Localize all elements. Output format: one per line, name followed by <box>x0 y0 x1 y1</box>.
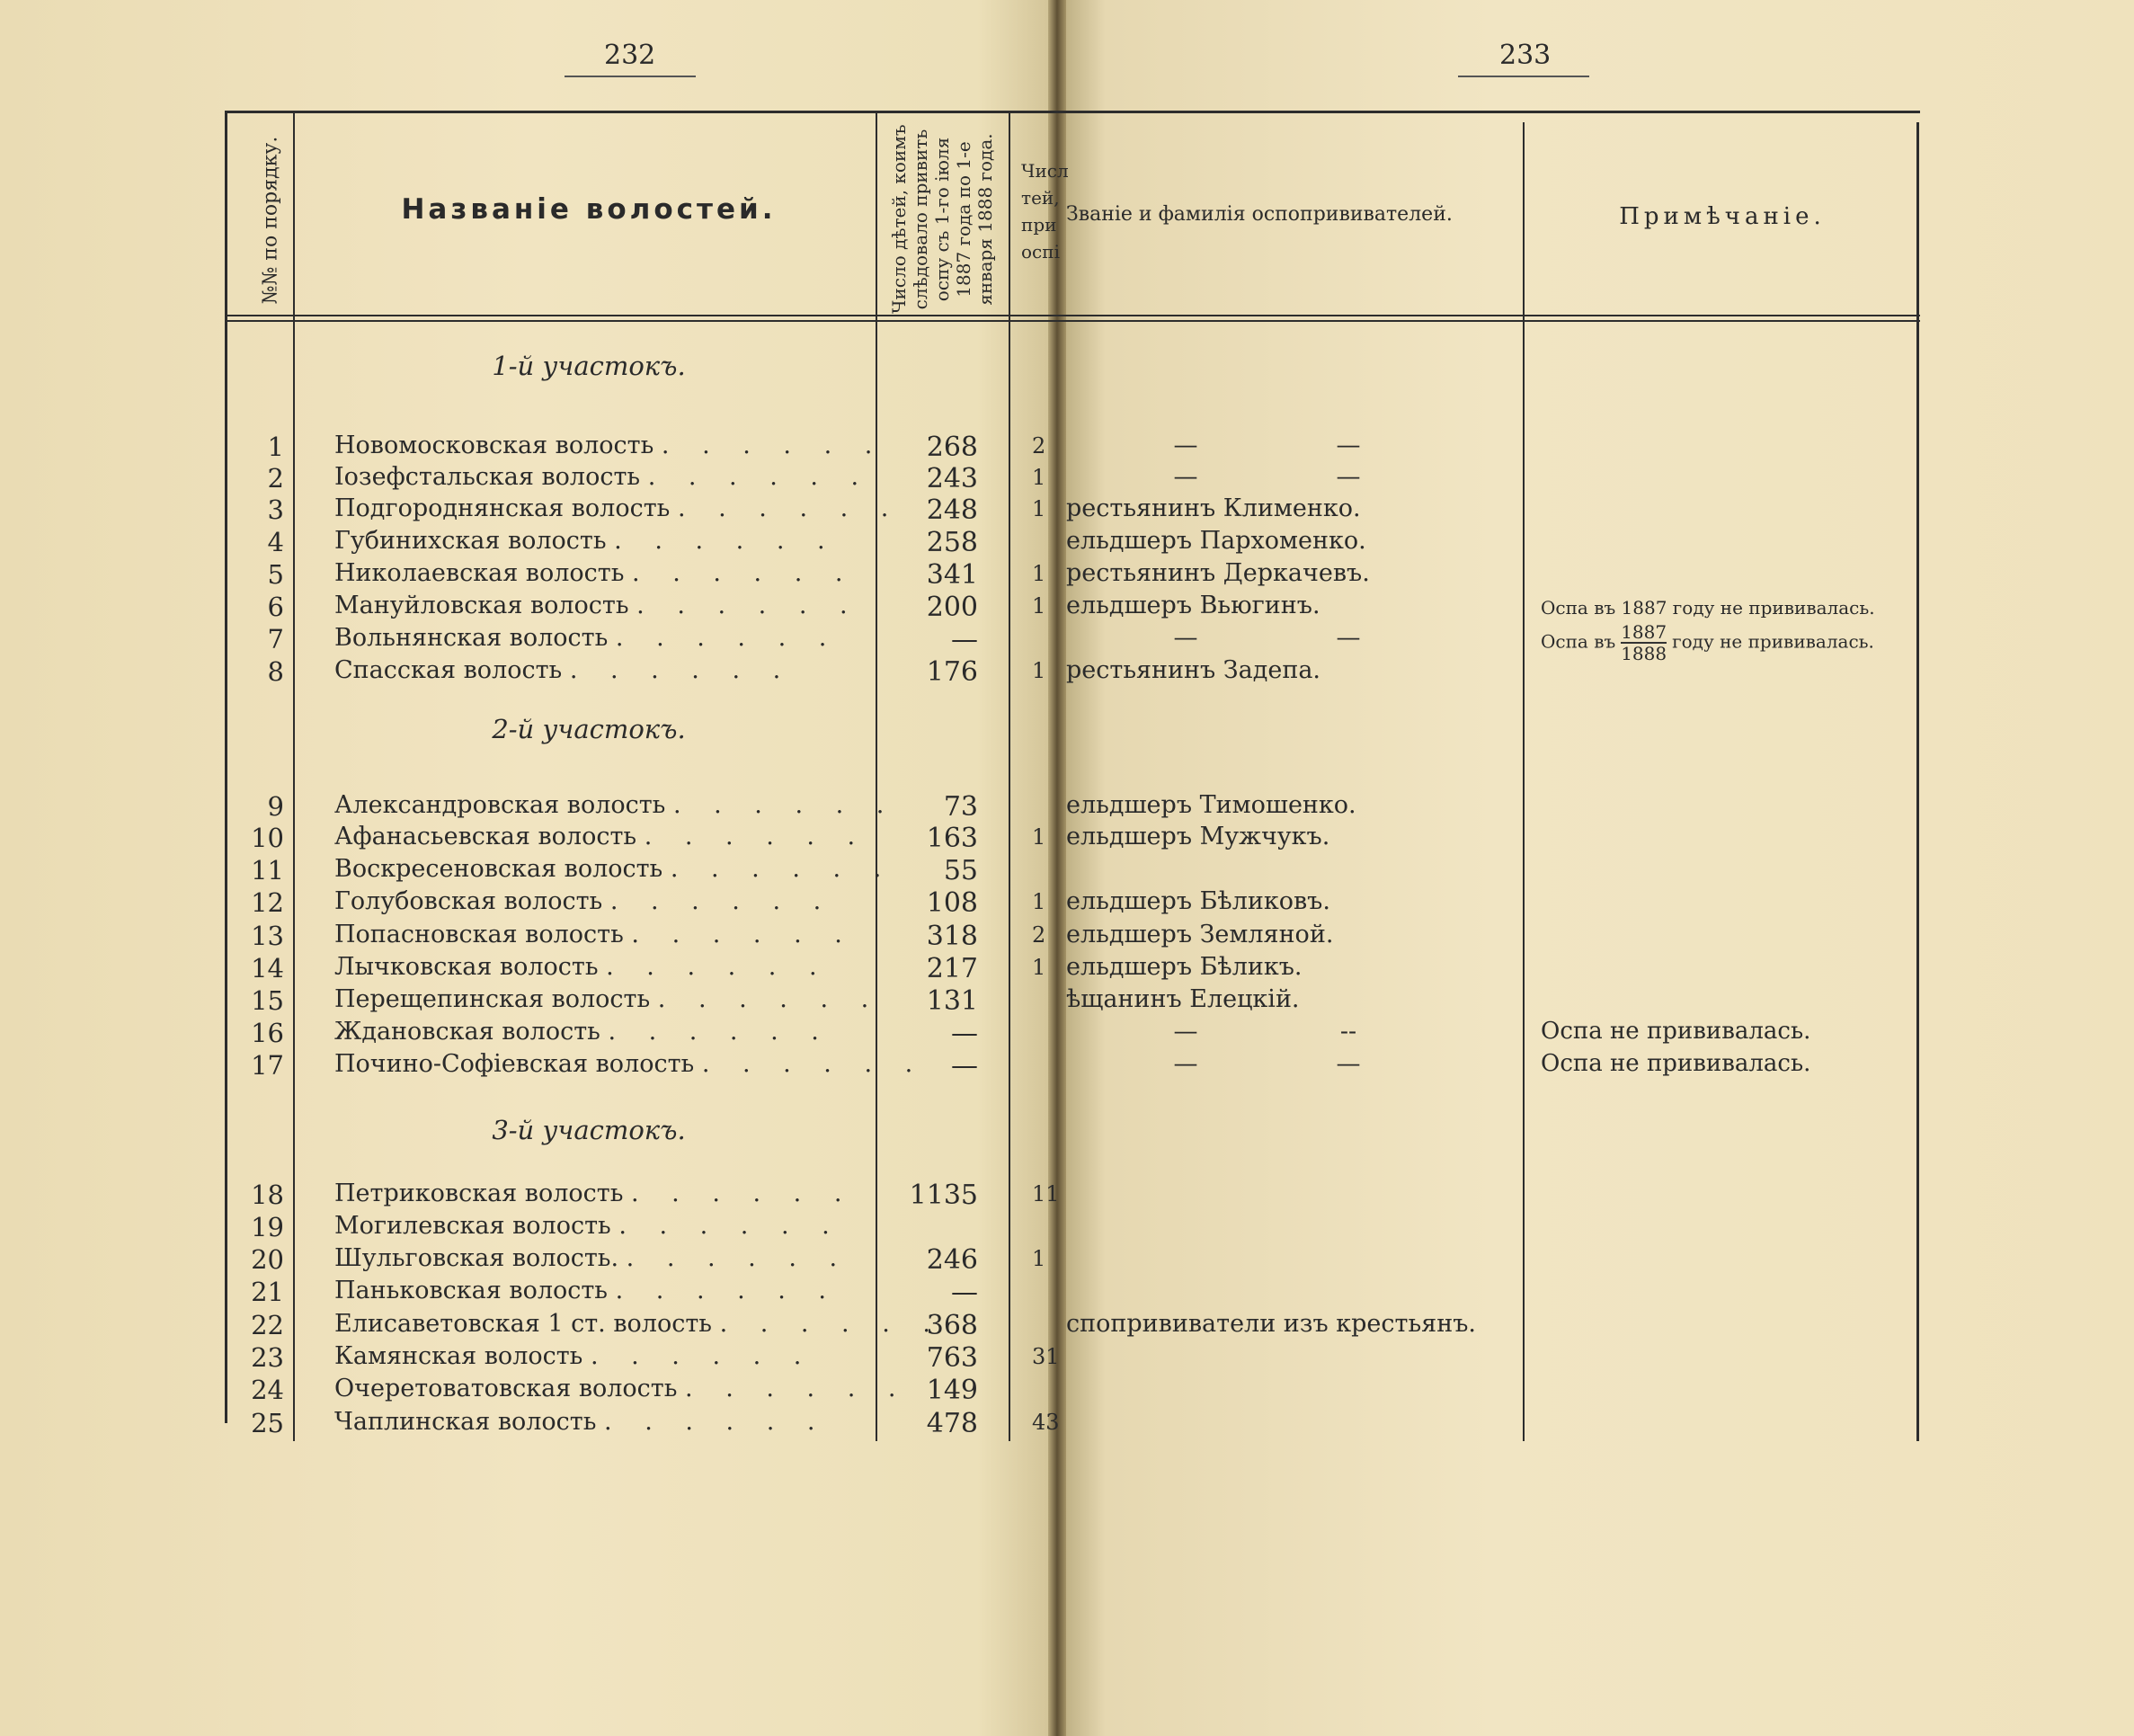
header-count-line: слѣдовало привить <box>910 129 931 310</box>
row-volost-name <box>334 1342 856 1370</box>
leader-dots: . . . . . . <box>615 624 840 652</box>
row-vaccinator: ельдшеръ Вьюгинъ. <box>1066 592 1320 619</box>
row-children-count: 478 <box>926 1408 978 1439</box>
row-children-count: 149 <box>926 1375 978 1406</box>
leader-dots: . . . . . . <box>644 823 868 850</box>
row-volost-name <box>334 656 856 684</box>
row-children-count: — <box>951 1050 978 1082</box>
row-children-count: 268 <box>926 432 978 463</box>
volost-name-text: Чаплинская волость <box>334 1408 597 1436</box>
row-number: 6 <box>267 592 284 622</box>
leader-dots: . . . . . . <box>608 1018 831 1046</box>
row-dash-1: — <box>1173 624 1198 652</box>
leader-dots: . . . . . . <box>719 1310 943 1338</box>
row-vaccinator: ѣщанинъ Елецкій. <box>1066 985 1300 1013</box>
row-vaccinated-fragment: 1 <box>1032 465 1046 490</box>
row-volost-name <box>334 1277 856 1304</box>
row-volost-name <box>334 791 897 819</box>
leader-dots: . . . . . . <box>618 1212 842 1240</box>
header-count2-fragment <box>1021 157 1069 265</box>
header-count-line: Число дѣтей, коимъ <box>888 124 910 314</box>
leader-dots: . . . . . . <box>569 656 794 684</box>
section-1: 1-й участокъ. <box>492 351 686 381</box>
row-number: 13 <box>251 921 284 951</box>
leader-dots: . . . . . . <box>590 1342 814 1370</box>
row-children-count: 341 <box>926 559 978 591</box>
row-number: 3 <box>267 494 284 525</box>
row-number: 5 <box>267 559 284 590</box>
row-number: 1 <box>267 432 284 462</box>
row-number: 9 <box>267 791 284 822</box>
row-children-count: 1135 <box>909 1180 978 1211</box>
row-vaccinated-fragment: 31 <box>1032 1344 1060 1369</box>
volost-name-text: Подгороднянская волость <box>334 494 671 522</box>
row-note: Оспа не прививалась. <box>1541 1018 1811 1045</box>
row-number: 23 <box>251 1342 284 1373</box>
row-volost-name <box>334 592 860 619</box>
row-number: 18 <box>251 1180 284 1210</box>
row-vaccinated-fragment: 1 <box>1032 824 1046 850</box>
volost-name-text: Николаевская волость <box>334 559 625 587</box>
row-vaccinated-fragment: 1 <box>1032 593 1046 619</box>
header-count-line: января 1888 года. <box>974 133 996 306</box>
row-children-count: 763 <box>926 1342 978 1374</box>
row-vaccinated-fragment: 2 <box>1032 922 1046 948</box>
right-page-number-rule <box>1458 76 1589 77</box>
row-vaccinator: ельдшеръ Земляной. <box>1066 921 1334 948</box>
right-page-number: 233 <box>1499 40 1552 71</box>
row-volost-name <box>334 1212 856 1240</box>
row-volost-name <box>334 921 856 948</box>
row-vaccinator: ельдшеръ Мужчукъ. <box>1066 823 1330 850</box>
volost-name-text: Паньковская волость <box>334 1277 609 1304</box>
header-count <box>879 124 1005 315</box>
header-nr: №№ по порядку. <box>259 136 282 305</box>
row-vaccinated-fragment: 11 <box>1032 1181 1060 1206</box>
row-number: 22 <box>251 1310 284 1340</box>
row-dash-2: — <box>1336 1050 1361 1078</box>
table-right-border <box>1916 122 1919 1441</box>
header-count-line: 1887 года по 1-е <box>953 141 974 298</box>
row-dash-1: — <box>1173 1050 1198 1078</box>
leader-dots: . . . . . . <box>647 463 872 491</box>
row-children-count: 176 <box>926 656 978 688</box>
row-children-count: 108 <box>926 887 978 919</box>
row-volost-name <box>334 887 856 915</box>
row-volost-name <box>334 1408 856 1436</box>
row-vaccinated-fragment: 1 <box>1032 658 1046 683</box>
header-count-line: оспу съ 1-го іюля <box>931 137 953 302</box>
leader-dots: . . . . . . <box>615 1277 840 1304</box>
row-number: 16 <box>251 1018 284 1048</box>
row-volost-name <box>334 1018 856 1046</box>
row-children-count: 55 <box>943 855 978 886</box>
row-volost-name <box>334 494 902 522</box>
row-vaccinator: рестьянинъ Деркачевъ. <box>1066 559 1370 587</box>
header-note: Примѣчаніе. <box>1619 203 1826 230</box>
leader-dots: . . . . . . <box>677 494 902 522</box>
volost-name-text: Очеретоватовская волость <box>334 1375 678 1402</box>
table-header-rule-2 <box>225 320 1920 322</box>
leader-dots: . . . . . . <box>636 592 860 619</box>
row-vaccinator: рестьянинъ Клименко. <box>1066 494 1361 522</box>
left-page-number-rule <box>565 76 696 77</box>
volost-name-text: Голубовская волость <box>334 887 603 915</box>
row-volost-name <box>334 1310 943 1338</box>
row-dash-1: — <box>1173 432 1198 459</box>
leader-dots: . . . . . . <box>606 953 830 981</box>
row-children-count: 246 <box>926 1244 978 1276</box>
row-children-count: 258 <box>926 527 978 558</box>
volost-name-text: Вольнянская волость <box>334 624 609 652</box>
row-vaccinated-fragment: 2 <box>1032 433 1046 458</box>
row-volost-name <box>334 624 856 652</box>
leader-dots: . . . . . . <box>614 527 838 555</box>
row-dash-2: -- <box>1339 1018 1357 1046</box>
row-children-count: 217 <box>926 953 978 984</box>
table-top-rule <box>225 111 1920 113</box>
section-3: 3-й участокъ. <box>492 1115 686 1145</box>
volost-name-text: Александровская волость <box>334 791 666 819</box>
volost-name-text: Могилевская волость <box>334 1212 611 1240</box>
row-dash-1: — <box>1173 1018 1198 1046</box>
row-vaccinator: ельдшеръ Бѣликовъ. <box>1066 887 1330 915</box>
row-volost-name <box>334 985 882 1013</box>
row-volost-name <box>334 1180 856 1207</box>
row-number: 21 <box>251 1277 284 1307</box>
header-count2-line: при <box>1021 214 1057 236</box>
row-note: Оспа въ 1887 году не прививалась. <box>1541 597 1875 619</box>
row-children-count: 318 <box>926 921 978 952</box>
row-number: 10 <box>251 823 284 853</box>
row-volost-name <box>334 855 894 883</box>
row-vaccinated-fragment: 1 <box>1032 889 1046 914</box>
row-vaccinated-fragment: 1 <box>1032 561 1046 586</box>
row-vaccinated-fragment: 1 <box>1032 955 1046 980</box>
row-number: 4 <box>267 527 284 557</box>
volost-name-text: Петриковская волость <box>334 1180 624 1207</box>
row-children-count: — <box>951 1018 978 1049</box>
row-number: 7 <box>267 624 284 654</box>
row-volost-name <box>334 953 856 981</box>
leader-dots: . . . . . . <box>672 791 897 819</box>
row-number: 25 <box>251 1408 284 1438</box>
row-dash-2: — <box>1336 624 1361 652</box>
row-volost-name <box>334 823 868 850</box>
col-title-divider <box>1523 122 1525 1441</box>
leader-dots: . . . . . . <box>604 1408 828 1436</box>
row-note: Оспа не прививалась. <box>1541 1050 1811 1077</box>
row-children-count: 248 <box>926 494 978 526</box>
volost-name-text: Камянская волость <box>334 1342 583 1370</box>
header-count2-line: тей, <box>1021 187 1060 209</box>
header-title: Званіе и фамилія оспопрививателей. <box>1066 203 1453 226</box>
volost-name-text: Афанасьевская волость <box>334 823 637 850</box>
col-name-divider <box>876 111 877 1441</box>
row-vaccinated-fragment: 1 <box>1032 1246 1046 1271</box>
section-2: 2-й участокъ. <box>492 714 686 744</box>
row-children-count: 163 <box>926 823 978 854</box>
row-children-count: — <box>951 1277 978 1308</box>
row-number: 11 <box>251 855 284 886</box>
row-children-count: 73 <box>943 791 978 823</box>
row-vaccinator: спопрививатели изъ крестьянъ. <box>1066 1310 1476 1338</box>
volost-name-text: Перещепинская волость <box>334 985 651 1013</box>
leader-dots: . . . . . . <box>626 1244 850 1272</box>
row-volost-name <box>334 1050 926 1078</box>
volost-name-text: Почино-Софіевская волость <box>334 1050 695 1078</box>
row-vaccinator: ельдшеръ Тимошенко. <box>1066 791 1356 819</box>
row-volost-name <box>334 559 856 587</box>
leader-dots: . . . . . . <box>631 1180 855 1207</box>
leader-dots: . . . . . . <box>609 887 834 915</box>
fraction-note: Оспа въ $\frac{1887}{1888}$ году не прививалась. <box>1541 621 1874 664</box>
row-number: 2 <box>267 463 284 494</box>
leader-dots: . . . . . . <box>661 432 885 459</box>
volost-name-text: Воскресеновская волость <box>334 855 663 883</box>
row-vaccinator: ельдшеръ Пархоменко. <box>1066 527 1366 555</box>
row-children-count: 200 <box>926 592 978 623</box>
volost-name-text: Лычковская волость <box>334 953 599 981</box>
row-volost-name <box>334 1244 856 1272</box>
leader-dots: . . . . . . <box>670 855 894 883</box>
row-volost-name <box>334 432 885 459</box>
row-number: 20 <box>251 1244 284 1275</box>
row-dash-2: — <box>1336 432 1361 459</box>
table-header-rule <box>225 315 1920 316</box>
row-vaccinator: рестьянинъ Задепа. <box>1066 656 1320 684</box>
row-volost-name <box>334 527 856 555</box>
row-volost-name <box>334 463 872 491</box>
volost-name-text: Губинихская волость <box>334 527 607 555</box>
volost-name-text: Іозефстальская волость <box>334 463 641 491</box>
header-count2-line: оспі <box>1021 241 1060 263</box>
row-vaccinated-fragment: 43 <box>1032 1410 1060 1435</box>
right-page <box>1063 0 2134 1736</box>
leader-dots: . . . . . . <box>632 559 856 587</box>
row-number: 8 <box>267 656 284 687</box>
row-dash-2: — <box>1336 463 1361 491</box>
row-number: 17 <box>251 1050 284 1081</box>
row-number: 24 <box>251 1375 284 1405</box>
row-volost-name <box>334 1375 909 1402</box>
row-children-count: 131 <box>926 985 978 1017</box>
left-page-number: 232 <box>604 40 656 71</box>
volost-name-text: Новомосковская волость <box>334 432 654 459</box>
leader-dots: . . . . . . <box>685 1375 909 1402</box>
row-vaccinator: ельдшеръ Бѣликъ. <box>1066 953 1303 981</box>
row-dash-1: — <box>1173 463 1198 491</box>
leader-dots: . . . . . . <box>701 1050 926 1078</box>
volost-name-text: Елисаветовская 1 ст. волость <box>334 1310 712 1338</box>
leader-dots: . . . . . . <box>631 921 855 948</box>
leader-dots: . . . . . . <box>657 985 882 1013</box>
volost-name-text: Мануйловская волость <box>334 592 629 619</box>
row-children-count: 368 <box>926 1310 978 1341</box>
col-count-divider <box>1009 111 1010 1441</box>
volost-name-text: Шульговская волость. <box>334 1244 619 1272</box>
row-children-count: — <box>951 624 978 655</box>
volost-name-text: Попасновская волость <box>334 921 624 948</box>
volost-name-text: Спасская волость <box>334 656 563 684</box>
header-count2-line: Числ <box>1021 160 1069 182</box>
row-children-count: 243 <box>926 463 978 494</box>
table-left-border <box>225 111 227 1423</box>
header-name: Названіе волостей. <box>401 193 777 226</box>
row-number: 14 <box>251 953 284 984</box>
row-number: 15 <box>251 985 284 1016</box>
volost-name-text: Ждановская волость <box>334 1018 600 1046</box>
row-number: 19 <box>251 1212 284 1242</box>
row-vaccinated-fragment: 1 <box>1032 496 1046 521</box>
row-number: 12 <box>251 887 284 918</box>
